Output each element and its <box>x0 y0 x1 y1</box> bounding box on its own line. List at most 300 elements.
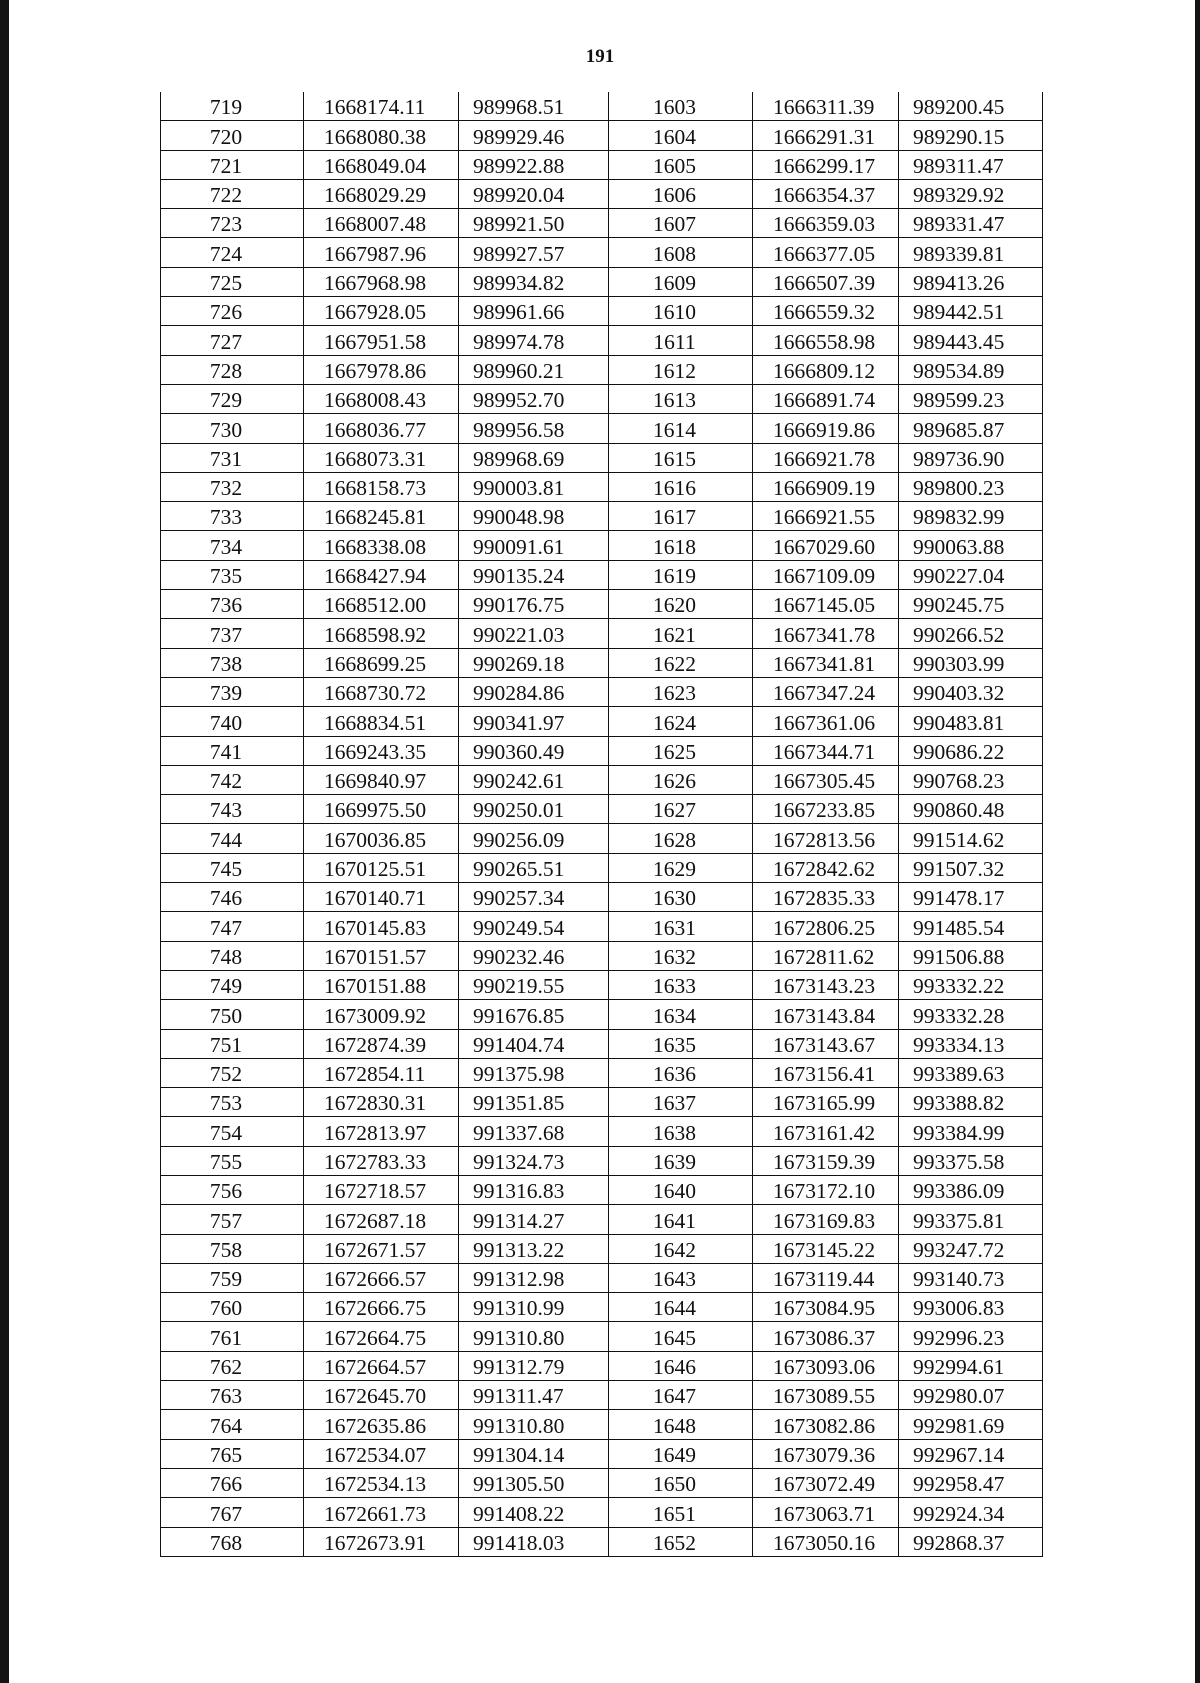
x-coordinate-cell: 1673082.86 <box>753 1410 899 1439</box>
scan-edge-left <box>0 0 9 1683</box>
point-number-cell: 1616 <box>609 472 753 501</box>
point-number-cell: 1634 <box>609 1000 753 1029</box>
x-coordinate-cell: 1666291.31 <box>753 121 899 150</box>
point-number-cell: 733 <box>161 502 304 531</box>
point-number-cell: 742 <box>161 765 304 794</box>
point-number-cell: 1622 <box>609 648 753 677</box>
point-number-cell: 757 <box>161 1205 304 1234</box>
table-row <box>161 1117 1043 1146</box>
point-number-cell: 1619 <box>609 560 753 589</box>
y-coordinate-cell: 991324.73 <box>459 1146 609 1175</box>
y-coordinate-cell: 991506.88 <box>899 941 1043 970</box>
y-coordinate-cell: 990257.34 <box>459 883 609 912</box>
point-number-cell: 1627 <box>609 795 753 824</box>
x-coordinate-cell: 1673093.06 <box>753 1351 899 1380</box>
y-coordinate-cell: 989800.23 <box>899 472 1043 501</box>
y-coordinate-cell: 992981.69 <box>899 1410 1043 1439</box>
point-number-cell: 1623 <box>609 677 753 706</box>
y-coordinate-cell: 991478.17 <box>899 883 1043 912</box>
y-coordinate-cell: 990048.98 <box>459 502 609 531</box>
y-coordinate-cell: 990063.88 <box>899 531 1043 560</box>
x-coordinate-cell: 1673143.84 <box>753 1000 899 1029</box>
table-row <box>161 1263 1043 1292</box>
point-number-cell: 720 <box>161 121 304 150</box>
x-coordinate-cell: 1666299.17 <box>753 150 899 179</box>
x-coordinate-cell: 1673145.22 <box>753 1234 899 1263</box>
x-coordinate-cell: 1668699.25 <box>304 648 459 677</box>
table-row <box>161 824 1043 853</box>
x-coordinate-cell: 1673143.23 <box>753 970 899 999</box>
point-number-cell: 1640 <box>609 1175 753 1204</box>
x-coordinate-cell: 1673072.49 <box>753 1468 899 1497</box>
y-coordinate-cell: 993389.63 <box>899 1058 1043 1087</box>
x-coordinate-cell: 1672813.97 <box>304 1117 459 1146</box>
x-coordinate-cell: 1669840.97 <box>304 765 459 794</box>
y-coordinate-cell: 991337.68 <box>459 1117 609 1146</box>
y-coordinate-cell: 993334.13 <box>899 1029 1043 1058</box>
table-row <box>161 648 1043 677</box>
y-coordinate-cell: 991305.50 <box>459 1468 609 1497</box>
y-coordinate-cell: 990768.23 <box>899 765 1043 794</box>
x-coordinate-cell: 1666921.55 <box>753 502 899 531</box>
point-number-cell: 724 <box>161 238 304 267</box>
y-coordinate-cell: 990250.01 <box>459 795 609 824</box>
point-number-cell: 745 <box>161 853 304 882</box>
point-number-cell: 751 <box>161 1029 304 1058</box>
x-coordinate-cell: 1672671.57 <box>304 1234 459 1263</box>
y-coordinate-cell: 990091.61 <box>459 531 609 560</box>
table-row <box>161 1351 1043 1380</box>
y-coordinate-cell: 990269.18 <box>459 648 609 677</box>
x-coordinate-cell: 1668158.73 <box>304 472 459 501</box>
y-coordinate-cell: 993375.58 <box>899 1146 1043 1175</box>
x-coordinate-cell: 1667233.85 <box>753 795 899 824</box>
x-coordinate-cell: 1672811.62 <box>753 941 899 970</box>
point-number-cell: 765 <box>161 1439 304 1468</box>
table-row <box>161 1234 1043 1263</box>
x-coordinate-cell: 1667341.81 <box>753 648 899 677</box>
x-coordinate-cell: 1672666.75 <box>304 1293 459 1322</box>
point-number-cell: 1643 <box>609 1263 753 1292</box>
point-number-cell: 727 <box>161 326 304 355</box>
y-coordinate-cell: 990232.46 <box>459 941 609 970</box>
point-number-cell: 1620 <box>609 590 753 619</box>
table-row <box>161 1088 1043 1117</box>
point-number-cell: 1615 <box>609 443 753 472</box>
x-coordinate-cell: 1673079.36 <box>753 1439 899 1468</box>
point-number-cell: 738 <box>161 648 304 677</box>
x-coordinate-cell: 1672645.70 <box>304 1381 459 1410</box>
x-coordinate-cell: 1668174.11 <box>304 92 459 121</box>
point-number-cell: 1648 <box>609 1410 753 1439</box>
table-row <box>161 179 1043 208</box>
y-coordinate-cell: 990686.22 <box>899 736 1043 765</box>
point-number-cell: 1649 <box>609 1439 753 1468</box>
point-number-cell: 764 <box>161 1410 304 1439</box>
x-coordinate-cell: 1667951.58 <box>304 326 459 355</box>
x-coordinate-cell: 1667029.60 <box>753 531 899 560</box>
point-number-cell: 1639 <box>609 1146 753 1175</box>
point-number-cell: 735 <box>161 560 304 589</box>
x-coordinate-cell: 1672534.07 <box>304 1439 459 1468</box>
x-coordinate-cell: 1668245.81 <box>304 502 459 531</box>
y-coordinate-cell: 989685.87 <box>899 414 1043 443</box>
x-coordinate-cell: 1673161.42 <box>753 1117 899 1146</box>
x-coordinate-cell: 1666559.32 <box>753 297 899 326</box>
point-number-cell: 732 <box>161 472 304 501</box>
coordinates-table-body <box>161 92 1043 1556</box>
point-number-cell: 1608 <box>609 238 753 267</box>
y-coordinate-cell: 989934.82 <box>459 267 609 296</box>
x-coordinate-cell: 1668008.43 <box>304 384 459 413</box>
x-coordinate-cell: 1668080.38 <box>304 121 459 150</box>
y-coordinate-cell: 989311.47 <box>899 150 1043 179</box>
y-coordinate-cell: 990249.54 <box>459 912 609 941</box>
y-coordinate-cell: 989599.23 <box>899 384 1043 413</box>
y-coordinate-cell: 991507.32 <box>899 853 1043 882</box>
y-coordinate-cell: 989443.45 <box>899 326 1043 355</box>
point-number-cell: 1607 <box>609 209 753 238</box>
y-coordinate-cell: 993386.09 <box>899 1175 1043 1204</box>
point-number-cell: 748 <box>161 941 304 970</box>
y-coordinate-cell: 993388.82 <box>899 1088 1043 1117</box>
point-number-cell: 1624 <box>609 707 753 736</box>
point-number-cell: 1647 <box>609 1381 753 1410</box>
table-row <box>161 1322 1043 1351</box>
table-row <box>161 1205 1043 1234</box>
point-number-cell: 1645 <box>609 1322 753 1351</box>
x-coordinate-cell: 1673143.67 <box>753 1029 899 1058</box>
table-row <box>161 1527 1043 1556</box>
x-coordinate-cell: 1667341.78 <box>753 619 899 648</box>
y-coordinate-cell: 989974.78 <box>459 326 609 355</box>
x-coordinate-cell: 1667109.09 <box>753 560 899 589</box>
y-coordinate-cell: 990219.55 <box>459 970 609 999</box>
point-number-cell: 734 <box>161 531 304 560</box>
point-number-cell: 762 <box>161 1351 304 1380</box>
y-coordinate-cell: 991312.79 <box>459 1351 609 1380</box>
point-number-cell: 728 <box>161 355 304 384</box>
point-number-cell: 753 <box>161 1088 304 1117</box>
table-row <box>161 619 1043 648</box>
point-number-cell: 744 <box>161 824 304 853</box>
y-coordinate-cell: 989200.45 <box>899 92 1043 121</box>
x-coordinate-cell: 1666311.39 <box>753 92 899 121</box>
x-coordinate-cell: 1667987.96 <box>304 238 459 267</box>
point-number-cell: 726 <box>161 297 304 326</box>
y-coordinate-cell: 991313.22 <box>459 1234 609 1263</box>
point-number-cell: 729 <box>161 384 304 413</box>
y-coordinate-cell: 989921.50 <box>459 209 609 238</box>
point-number-cell: 1641 <box>609 1205 753 1234</box>
x-coordinate-cell: 1672673.91 <box>304 1527 459 1556</box>
table-row <box>161 92 1043 121</box>
y-coordinate-cell: 992996.23 <box>899 1322 1043 1351</box>
y-coordinate-cell: 990227.04 <box>899 560 1043 589</box>
x-coordinate-cell: 1672664.75 <box>304 1322 459 1351</box>
y-coordinate-cell: 993384.99 <box>899 1117 1043 1146</box>
table-row <box>161 765 1043 794</box>
point-number-cell: 749 <box>161 970 304 999</box>
table-row <box>161 238 1043 267</box>
y-coordinate-cell: 989339.81 <box>899 238 1043 267</box>
y-coordinate-cell: 990483.81 <box>899 707 1043 736</box>
y-coordinate-cell: 991676.85 <box>459 1000 609 1029</box>
table-row <box>161 502 1043 531</box>
x-coordinate-cell: 1672854.11 <box>304 1058 459 1087</box>
table-row <box>161 795 1043 824</box>
point-number-cell: 763 <box>161 1381 304 1410</box>
point-number-cell: 756 <box>161 1175 304 1204</box>
point-number-cell: 1630 <box>609 883 753 912</box>
y-coordinate-cell: 991418.03 <box>459 1527 609 1556</box>
y-coordinate-cell: 993332.22 <box>899 970 1043 999</box>
y-coordinate-cell: 989290.15 <box>899 121 1043 150</box>
point-number-cell: 1612 <box>609 355 753 384</box>
table-row <box>161 736 1043 765</box>
point-number-cell: 723 <box>161 209 304 238</box>
x-coordinate-cell: 1667344.71 <box>753 736 899 765</box>
y-coordinate-cell: 993247.72 <box>899 1234 1043 1263</box>
x-coordinate-cell: 1673169.83 <box>753 1205 899 1234</box>
x-coordinate-cell: 1673119.44 <box>753 1263 899 1292</box>
point-number-cell: 1651 <box>609 1498 753 1527</box>
x-coordinate-cell: 1672664.57 <box>304 1351 459 1380</box>
y-coordinate-cell: 992924.34 <box>899 1498 1043 1527</box>
y-coordinate-cell: 991311.47 <box>459 1381 609 1410</box>
y-coordinate-cell: 990245.75 <box>899 590 1043 619</box>
x-coordinate-cell: 1668029.29 <box>304 179 459 208</box>
point-number-cell: 766 <box>161 1468 304 1497</box>
x-coordinate-cell: 1668073.31 <box>304 443 459 472</box>
y-coordinate-cell: 991485.54 <box>899 912 1043 941</box>
y-coordinate-cell: 991312.98 <box>459 1263 609 1292</box>
x-coordinate-cell: 1666809.12 <box>753 355 899 384</box>
y-coordinate-cell: 989929.46 <box>459 121 609 150</box>
y-coordinate-cell: 989442.51 <box>899 297 1043 326</box>
y-coordinate-cell: 991404.74 <box>459 1029 609 1058</box>
x-coordinate-cell: 1668427.94 <box>304 560 459 589</box>
table-row <box>161 1058 1043 1087</box>
y-coordinate-cell: 990135.24 <box>459 560 609 589</box>
table-row <box>161 355 1043 384</box>
y-coordinate-cell: 990860.48 <box>899 795 1043 824</box>
table-row <box>161 883 1043 912</box>
point-number-cell: 736 <box>161 590 304 619</box>
point-number-cell: 747 <box>161 912 304 941</box>
x-coordinate-cell: 1673089.55 <box>753 1381 899 1410</box>
y-coordinate-cell: 989952.70 <box>459 384 609 413</box>
y-coordinate-cell: 989534.89 <box>899 355 1043 384</box>
point-number-cell: 1604 <box>609 121 753 150</box>
table-row <box>161 531 1043 560</box>
table-row <box>161 1439 1043 1468</box>
point-number-cell: 1650 <box>609 1468 753 1497</box>
point-number-cell: 1635 <box>609 1029 753 1058</box>
table-row <box>161 853 1043 882</box>
table-row <box>161 209 1043 238</box>
y-coordinate-cell: 990341.97 <box>459 707 609 736</box>
page-number: 191 <box>585 46 615 67</box>
table-row <box>161 443 1043 472</box>
x-coordinate-cell: 1668049.04 <box>304 150 459 179</box>
x-coordinate-cell: 1667928.05 <box>304 297 459 326</box>
x-coordinate-cell: 1669975.50 <box>304 795 459 824</box>
y-coordinate-cell: 991514.62 <box>899 824 1043 853</box>
x-coordinate-cell: 1672806.25 <box>753 912 899 941</box>
table-row <box>161 677 1043 706</box>
x-coordinate-cell: 1673063.71 <box>753 1498 899 1527</box>
point-number-cell: 1617 <box>609 502 753 531</box>
table-row <box>161 941 1043 970</box>
x-coordinate-cell: 1672830.31 <box>304 1088 459 1117</box>
x-coordinate-cell: 1667361.06 <box>753 707 899 736</box>
coordinates-table <box>160 92 1043 1557</box>
y-coordinate-cell: 989331.47 <box>899 209 1043 238</box>
point-number-cell: 1609 <box>609 267 753 296</box>
x-coordinate-cell: 1667978.86 <box>304 355 459 384</box>
point-number-cell: 719 <box>161 92 304 121</box>
y-coordinate-cell: 989736.90 <box>899 443 1043 472</box>
point-number-cell: 768 <box>161 1527 304 1556</box>
y-coordinate-cell: 990265.51 <box>459 853 609 882</box>
table-row <box>161 1410 1043 1439</box>
x-coordinate-cell: 1670140.71 <box>304 883 459 912</box>
x-coordinate-cell: 1673156.41 <box>753 1058 899 1087</box>
x-coordinate-cell: 1672813.56 <box>753 824 899 853</box>
point-number-cell: 1613 <box>609 384 753 413</box>
point-number-cell: 752 <box>161 1058 304 1087</box>
y-coordinate-cell: 990266.52 <box>899 619 1043 648</box>
point-number-cell: 760 <box>161 1293 304 1322</box>
table-row <box>161 912 1043 941</box>
x-coordinate-cell: 1668598.92 <box>304 619 459 648</box>
table-row <box>161 970 1043 999</box>
point-number-cell: 758 <box>161 1234 304 1263</box>
x-coordinate-cell: 1670151.57 <box>304 941 459 970</box>
y-coordinate-cell: 993332.28 <box>899 1000 1043 1029</box>
x-coordinate-cell: 1673086.37 <box>753 1322 899 1351</box>
y-coordinate-cell: 990003.81 <box>459 472 609 501</box>
table-row <box>161 560 1043 589</box>
table-row <box>161 297 1043 326</box>
point-number-cell: 1611 <box>609 326 753 355</box>
point-number-cell: 1646 <box>609 1351 753 1380</box>
x-coordinate-cell: 1668834.51 <box>304 707 459 736</box>
x-coordinate-cell: 1673165.99 <box>753 1088 899 1117</box>
x-coordinate-cell: 1672661.73 <box>304 1498 459 1527</box>
point-number-cell: 1625 <box>609 736 753 765</box>
table-row <box>161 1146 1043 1175</box>
y-coordinate-cell: 989413.26 <box>899 267 1043 296</box>
x-coordinate-cell: 1666507.39 <box>753 267 899 296</box>
table-row <box>161 590 1043 619</box>
point-number-cell: 754 <box>161 1117 304 1146</box>
table-row <box>161 707 1043 736</box>
y-coordinate-cell: 989960.21 <box>459 355 609 384</box>
y-coordinate-cell: 990176.75 <box>459 590 609 619</box>
y-coordinate-cell: 993140.73 <box>899 1263 1043 1292</box>
x-coordinate-cell: 1673050.16 <box>753 1527 899 1556</box>
x-coordinate-cell: 1666921.78 <box>753 443 899 472</box>
x-coordinate-cell: 1666891.74 <box>753 384 899 413</box>
table-row <box>161 150 1043 179</box>
point-number-cell: 1644 <box>609 1293 753 1322</box>
y-coordinate-cell: 990284.86 <box>459 677 609 706</box>
y-coordinate-cell: 991310.80 <box>459 1410 609 1439</box>
point-number-cell: 740 <box>161 707 304 736</box>
point-number-cell: 741 <box>161 736 304 765</box>
table-row <box>161 472 1043 501</box>
table-row <box>161 121 1043 150</box>
x-coordinate-cell: 1666359.03 <box>753 209 899 238</box>
x-coordinate-cell: 1672718.57 <box>304 1175 459 1204</box>
y-coordinate-cell: 989832.99 <box>899 502 1043 531</box>
y-coordinate-cell: 992980.07 <box>899 1381 1043 1410</box>
point-number-cell: 1610 <box>609 297 753 326</box>
point-number-cell: 722 <box>161 179 304 208</box>
point-number-cell: 1621 <box>609 619 753 648</box>
x-coordinate-cell: 1670151.88 <box>304 970 459 999</box>
y-coordinate-cell: 990360.49 <box>459 736 609 765</box>
point-number-cell: 755 <box>161 1146 304 1175</box>
point-number-cell: 731 <box>161 443 304 472</box>
y-coordinate-cell: 990403.32 <box>899 677 1043 706</box>
point-number-cell: 1628 <box>609 824 753 853</box>
y-coordinate-cell: 991314.27 <box>459 1205 609 1234</box>
x-coordinate-cell: 1666909.19 <box>753 472 899 501</box>
y-coordinate-cell: 989329.92 <box>899 179 1043 208</box>
table-row <box>161 326 1043 355</box>
y-coordinate-cell: 991375.98 <box>459 1058 609 1087</box>
x-coordinate-cell: 1667145.05 <box>753 590 899 619</box>
y-coordinate-cell: 991310.99 <box>459 1293 609 1322</box>
x-coordinate-cell: 1666377.05 <box>753 238 899 267</box>
x-coordinate-cell: 1672874.39 <box>304 1029 459 1058</box>
x-coordinate-cell: 1673172.10 <box>753 1175 899 1204</box>
table-row <box>161 1175 1043 1204</box>
y-coordinate-cell: 989968.69 <box>459 443 609 472</box>
table-row <box>161 384 1043 413</box>
point-number-cell: 746 <box>161 883 304 912</box>
x-coordinate-cell: 1668036.77 <box>304 414 459 443</box>
y-coordinate-cell: 989961.66 <box>459 297 609 326</box>
point-number-cell: 1614 <box>609 414 753 443</box>
point-number-cell: 759 <box>161 1263 304 1292</box>
y-coordinate-cell: 991351.85 <box>459 1088 609 1117</box>
x-coordinate-cell: 1672687.18 <box>304 1205 459 1234</box>
x-coordinate-cell: 1670036.85 <box>304 824 459 853</box>
y-coordinate-cell: 991310.80 <box>459 1322 609 1351</box>
point-number-cell: 1606 <box>609 179 753 208</box>
point-number-cell: 1629 <box>609 853 753 882</box>
y-coordinate-cell: 991316.83 <box>459 1175 609 1204</box>
point-number-cell: 1642 <box>609 1234 753 1263</box>
x-coordinate-cell: 1666558.98 <box>753 326 899 355</box>
x-coordinate-cell: 1672635.86 <box>304 1410 459 1439</box>
table-row <box>161 1000 1043 1029</box>
x-coordinate-cell: 1670125.51 <box>304 853 459 882</box>
x-coordinate-cell: 1673084.95 <box>753 1293 899 1322</box>
point-number-cell: 721 <box>161 150 304 179</box>
x-coordinate-cell: 1667347.24 <box>753 677 899 706</box>
scan-edge-right <box>1195 0 1200 1683</box>
y-coordinate-cell: 992967.14 <box>899 1439 1043 1468</box>
x-coordinate-cell: 1668007.48 <box>304 209 459 238</box>
table-row <box>161 414 1043 443</box>
x-coordinate-cell: 1668512.00 <box>304 590 459 619</box>
x-coordinate-cell: 1672666.57 <box>304 1263 459 1292</box>
